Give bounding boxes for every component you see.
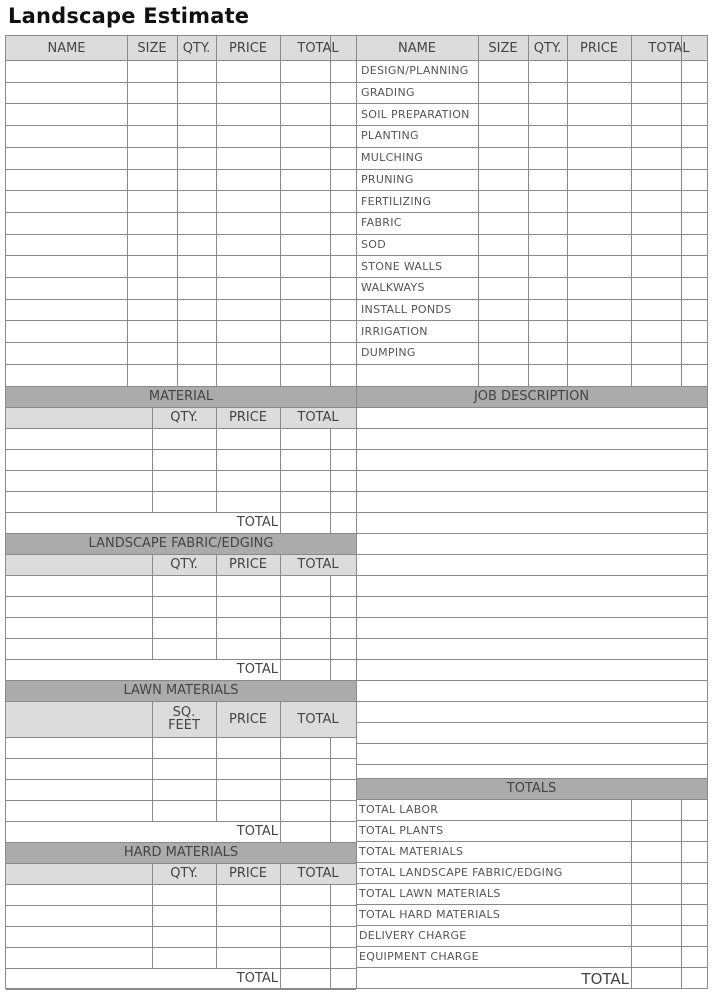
labor-item-label: STONE WALLS	[361, 259, 443, 273]
totals-item-label: TOTAL HARD MATERIALS	[359, 908, 501, 921]
labor-item-label: FABRIC	[361, 216, 402, 230]
grid-line	[6, 638, 356, 639]
grid-line	[216, 36, 217, 386]
grid-line	[356, 449, 707, 450]
material-title: MATERIAL	[148, 389, 214, 404]
grid-line	[127, 36, 128, 386]
grid-line	[567, 36, 568, 386]
grid-line	[330, 428, 331, 533]
labor-col-price: PRICE	[580, 40, 618, 56]
hard-col-qty: QTY.	[170, 866, 198, 881]
grid-line	[356, 533, 707, 534]
grid-line	[6, 407, 707, 408]
labor-col-size: SIZE	[488, 40, 518, 56]
grid-line	[681, 36, 682, 386]
grid-line	[6, 575, 356, 576]
hard-total-label: TOTAL	[236, 971, 278, 986]
grid-line	[356, 659, 707, 660]
plants-col-name: NAME	[47, 40, 86, 56]
grid-line	[631, 799, 632, 989]
grid-line	[631, 36, 632, 386]
totals-item-label: TOTAL LANDSCAPE FABRIC/EDGING	[359, 866, 563, 879]
labor-item-label: IRRIGATION	[361, 324, 428, 338]
job-description-title: JOB DESCRIPTION	[473, 389, 590, 404]
grid-line	[6, 596, 356, 597]
grid-line	[356, 575, 707, 576]
grid-line	[356, 680, 707, 681]
labor-item-label: DUMPING	[361, 346, 416, 360]
grid-line	[478, 36, 479, 386]
grid-line	[356, 470, 707, 471]
labor-item-label: SOD	[361, 237, 387, 251]
plants-col-price: PRICE	[229, 40, 267, 56]
grid-line	[6, 617, 356, 618]
fabric-col-qty: QTY.	[170, 557, 198, 572]
grid-line	[681, 799, 682, 989]
hard-col-total: TOTAL	[297, 866, 339, 881]
hard-title: HARD MATERIALS	[123, 845, 239, 860]
grid-line	[330, 737, 331, 842]
grid-line	[330, 36, 331, 386]
grid-line	[356, 554, 707, 555]
lawn-title: LAWN MATERIALS	[123, 683, 239, 698]
page-title: Landscape Estimate	[8, 4, 250, 28]
lawn-col-sqfeet: SQ. FEET	[168, 705, 200, 733]
grid-line	[6, 758, 356, 759]
labor-item-label: PRUNING	[361, 172, 414, 186]
grid-line	[356, 617, 707, 618]
lawn-total-label: TOTAL	[236, 824, 278, 839]
grid-line	[356, 764, 707, 765]
plants-col-size: SIZE	[137, 40, 167, 56]
grid-line	[528, 36, 529, 386]
grid-line	[356, 722, 707, 723]
grid-line	[356, 701, 707, 702]
grid-line	[330, 884, 331, 989]
grid-line	[177, 36, 178, 386]
grid-line	[6, 947, 356, 948]
grid-line	[6, 491, 356, 492]
lawn-col-total: TOTAL	[297, 711, 339, 727]
labor-item-label: MULCHING	[361, 151, 424, 165]
labor-col-name: NAME	[397, 40, 437, 56]
totals-title: TOTALS	[506, 781, 557, 796]
grid-line	[356, 428, 707, 429]
grid-line	[356, 596, 707, 597]
grand-total-label: TOTAL	[581, 969, 629, 988]
grid-line	[6, 449, 356, 450]
labor-item-label: SOIL PREPARATION	[361, 107, 470, 121]
grid-line	[6, 905, 356, 906]
material-col-total: TOTAL	[297, 410, 339, 425]
totals-item-label: TOTAL MATERIALS	[359, 845, 464, 858]
labor-item-label: GRADING	[361, 86, 415, 100]
labor-col-qty: QTY.	[533, 40, 562, 56]
fabric-col-total: TOTAL	[297, 557, 339, 572]
labor-item-label: FERTILIZING	[361, 194, 432, 208]
lawn-col-price: PRICE	[229, 711, 267, 727]
grid-line	[6, 737, 356, 738]
plants-col-qty: QTY.	[182, 40, 211, 56]
labor-item-label: INSTALL PONDS	[361, 303, 452, 317]
fabric-title: LANDSCAPE FABRIC/EDGING	[88, 536, 274, 551]
estimate-form	[5, 35, 708, 989]
grid-line	[356, 491, 707, 492]
totals-item-label: TOTAL LAWN MATERIALS	[359, 887, 501, 900]
material-total-label: TOTAL	[236, 515, 278, 530]
grid-line	[6, 926, 356, 927]
totals-item-label: DELIVERY CHARGE	[359, 929, 467, 942]
material-col-qty: QTY.	[170, 410, 198, 425]
grid-line	[6, 884, 356, 885]
fabric-col-price: PRICE	[229, 557, 267, 572]
labor-item-label: WALKWAYS	[361, 281, 425, 295]
grid-line	[356, 743, 707, 744]
totals-item-label: TOTAL PLANTS	[359, 824, 444, 837]
grid-line	[6, 428, 356, 429]
labor-item-label: DESIGN/PLANNING	[361, 64, 469, 78]
fabric-total-label: TOTAL	[236, 662, 278, 677]
grid-line	[356, 512, 707, 513]
grid-line	[280, 36, 281, 386]
labor-col-total: TOTAL	[648, 40, 690, 56]
hard-col-price: PRICE	[229, 866, 267, 881]
grid-line	[330, 575, 331, 680]
totals-item-label: TOTAL LABOR	[359, 803, 439, 816]
totals-item-label: EQUIPMENT CHARGE	[359, 950, 479, 963]
grid-line	[6, 989, 356, 990]
grid-line	[6, 470, 356, 471]
material-col-price: PRICE	[229, 410, 267, 425]
grid-line	[356, 638, 707, 639]
plants-col-total: TOTAL	[297, 40, 339, 56]
labor-item-label: PLANTING	[361, 129, 419, 143]
grid-line	[6, 779, 356, 780]
grid-line	[6, 800, 356, 801]
